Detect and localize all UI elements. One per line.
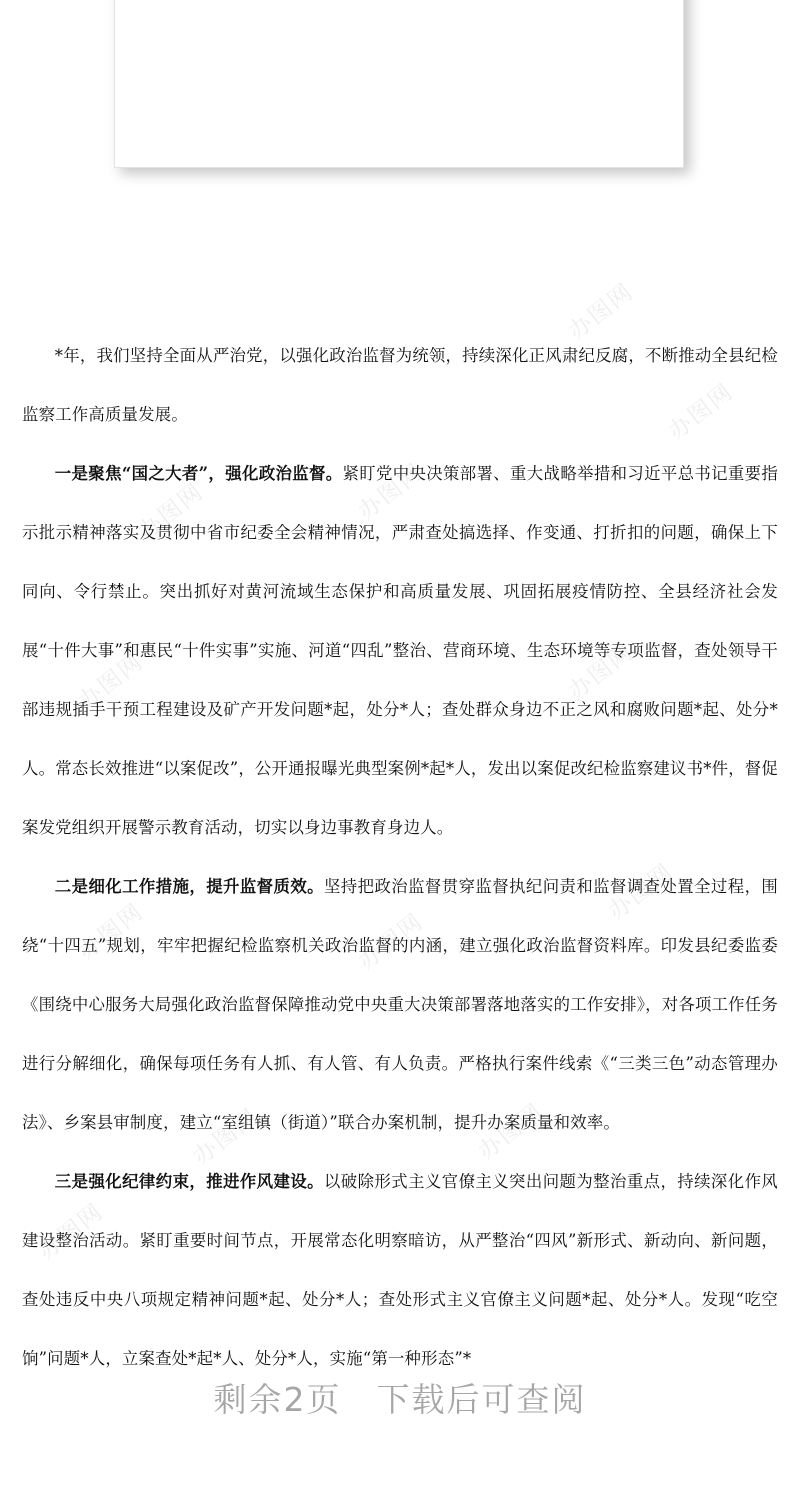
paragraph-point-two [0,857,800,1152]
watermark-text: 办图网 [33,1198,109,1266]
watermark-text: 办图网 [188,1103,264,1171]
watermark-text: 办图网 [133,478,209,546]
watermark-text: 办图网 [663,378,739,446]
paragraph-point-three-text: 以破除形式主义官僚主义突出问题为整治重点，持续深化作风建设整治活动。紧盯重要时间节点，开展常态化明察暗访，从严整治“四风”新形式、新动向、新问题，查处违反中央八项规定精神问题*起、处分*人；查处形式主义官僚主义问题*起、处分*人。发现“吃空饷”问题*人，立案查处*起*人、处分*人，实施“第一种形态”* [22,1172,778,1368]
watermark-text: 办图网 [73,648,149,716]
paragraph-point-one-text: 紧盯党中央决策部署、重大战略举措和习近平总书记重要指示批示精神落实及贯彻中省市纪委全会精神情况，严肃查处搞选择、作变通、打折扣的问题，确保上下同向、令行禁止。突出抓好对黄河流域生态保护和高质量发展、巩固拓展疫情防控、全县经济社会发展“十件大事”和惠民“十件实事”实施、河道“四乱”整治、营商环境、生态环境等专项监督，查处领导干部违规插手干预工程建设及矿产开发问题*起，处分*人；查处群众身边不正之风和腐败问题*起、处分*人。常态长效推进“以案促改”，公开通报曝光典型案例*起*人，发出以案促改纪检监察建议书*件，督促案发党组织开展警示教育活动，切实以身边事教育身边人。 [22,464,778,837]
paragraph-point-two-lead: 二是细化工作措施，提升监督质效。 [54,877,324,896]
previous-page-preview [0,0,800,200]
watermark-text: 办图网 [353,458,429,526]
paragraph-intro [0,326,800,444]
watermark-text: 办图网 [473,1098,549,1166]
remaining-pages-notice: 剩余2页 下载后可查阅 [213,1380,587,1419]
paragraph-point-three-lead: 三是强化纪律约束，推进作风建设。 [54,1172,324,1191]
paragraph-point-one-lead: 一是聚焦“国之大者”，强化政治监督。 [54,464,343,483]
paragraph-intro-text: *年，我们坚持全面从严治党，以强化政治监督为统领，持续深化正风肃纪反腐，不断推动全县纪检监察工作高质量发展。 [22,346,778,424]
paragraph-point-three [0,1152,800,1388]
watermark-text: 办图网 [563,278,639,346]
watermark-text: 办图网 [603,858,679,926]
paragraph-point-one [0,444,800,857]
watermark-text: 办图网 [563,638,639,706]
document-body [0,326,800,1388]
watermark-text: 办图网 [353,908,429,976]
document-page-sheet [114,0,684,168]
paragraph-point-two-text: 坚持把政治监督贯穿监督执纪问责和监督调查处置全过程，围绕“十四五”规划，牢牢把握纪检监察机关政治监督的内涵，建立强化政治监督资料库。印发县纪委监委《围绕中心服务大局强化政治监督保障推动党中央重大决策部署落地落实的工作安排》，对各项工作任务进行分解细化，确保每项任务有人抓、有人管、有人负责。严格执行案件线索《“三类三色”动态管理办法》、乡案县审制度，建立“室组镇（街道）”联合办案机制，提升办案质量和效率。 [22,877,778,1132]
watermark-text: 办图网 [73,898,149,966]
